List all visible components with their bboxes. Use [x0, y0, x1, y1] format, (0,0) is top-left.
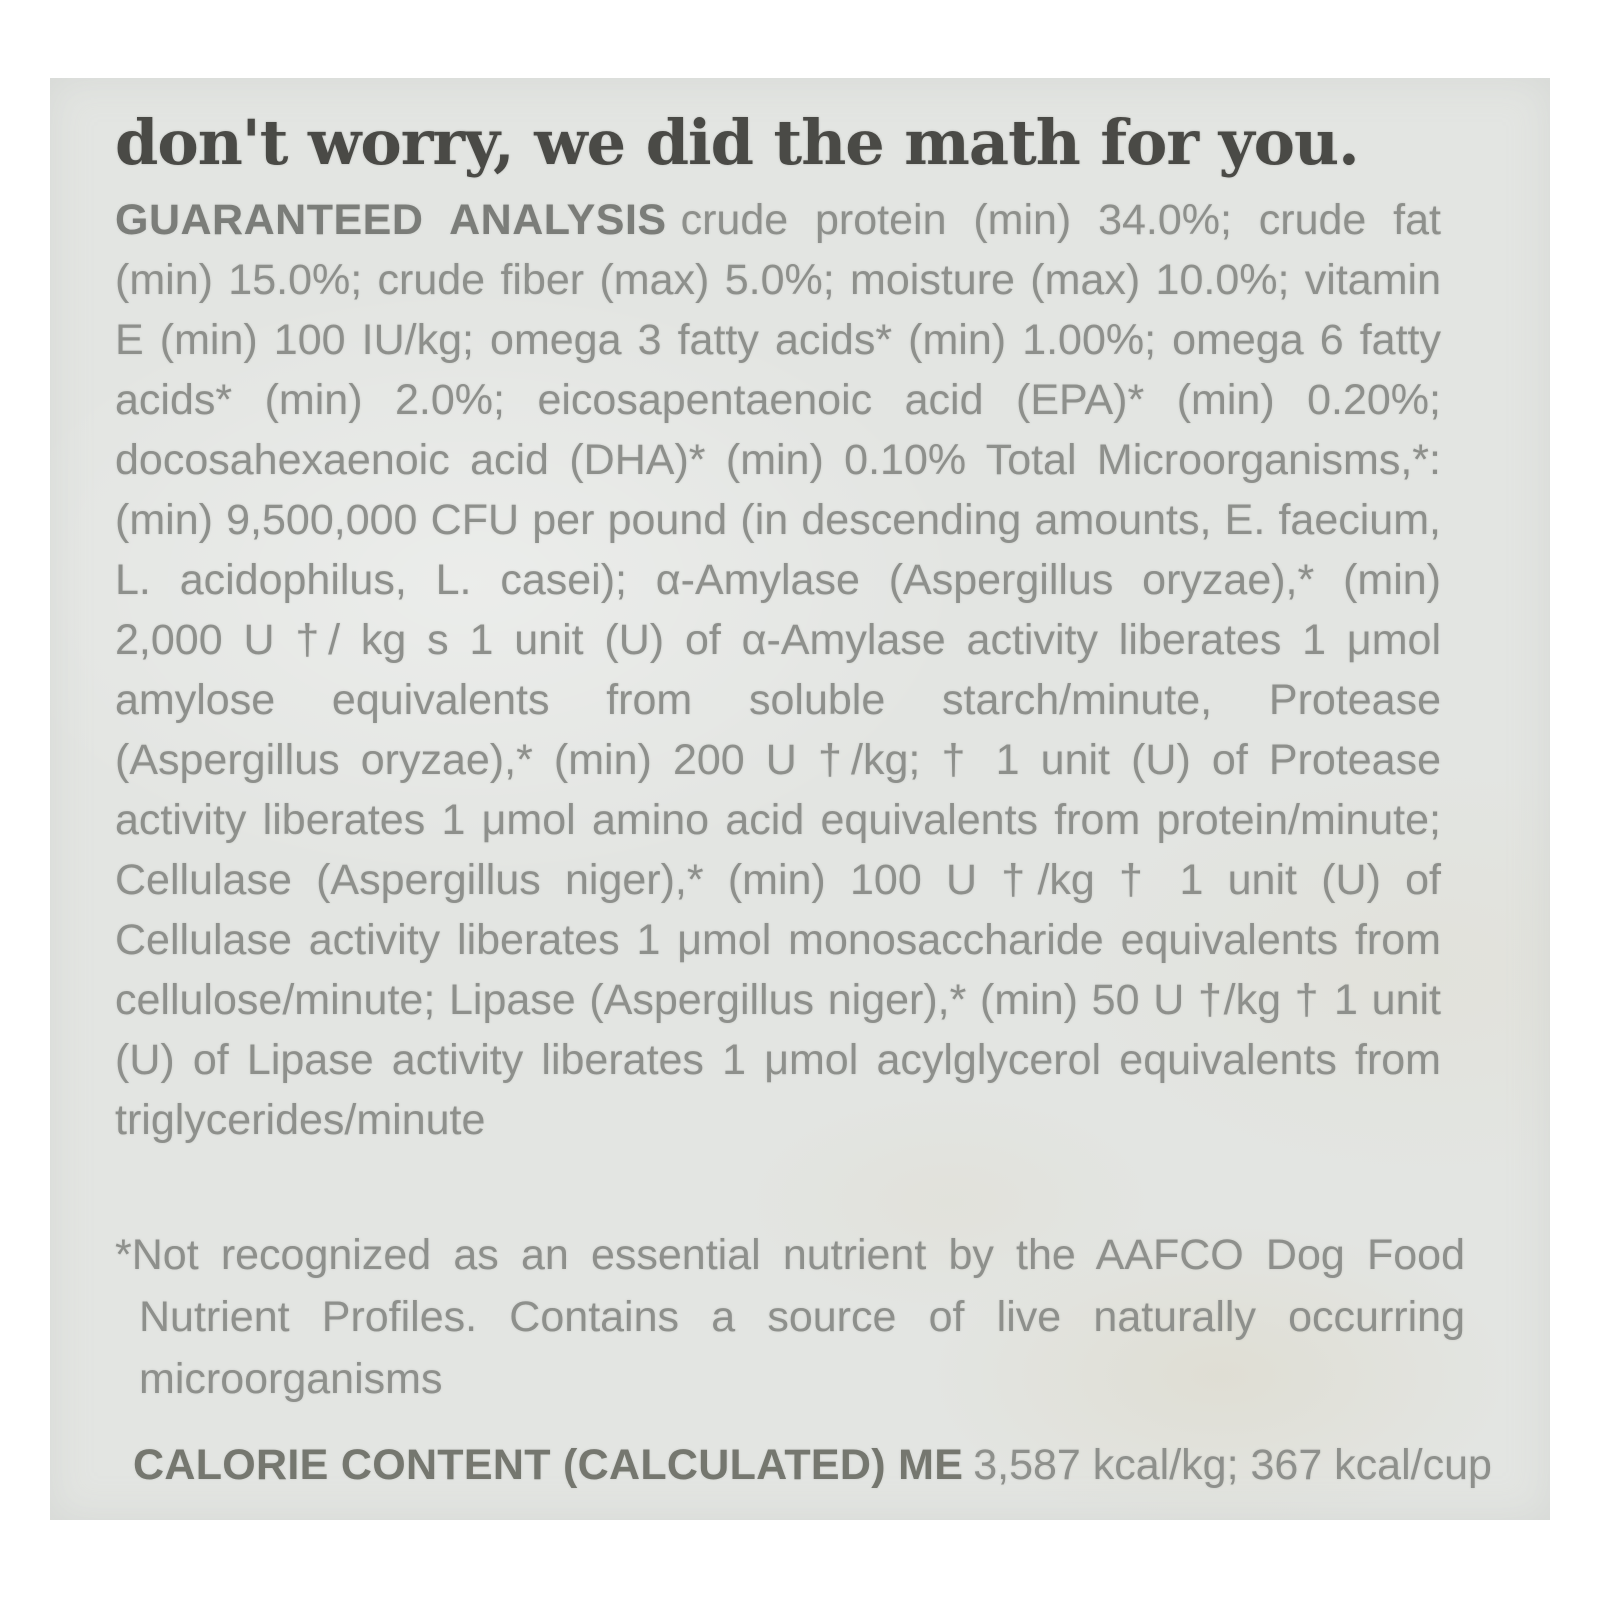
pet-food-label-photo	[50, 78, 1550, 1520]
calorie-content-heading: CALORIE CONTENT (CALCULATED) ME	[133, 1441, 964, 1489]
guaranteed-analysis-paragraph	[115, 190, 1441, 1150]
guaranteed-analysis-text: crude protein (min) 34.0%; crude fat (min) 15.0%; crude fiber (max) 5.0%; moisture (max) 10.0%; vitamin E (min) 100 IU/kg; omega 3 fatty acids* (min) 1.00%; omega 6 fatty acids* (min) 2.0%; eicosapentaenoic acid (EPA)* (min) 0.20%; docosahexaenoic acid (DHA)* (min) 0.10% Total Microorganisms,*: (min) 9,500,000 CFU per pound (in descending amounts, E. faecium, L. acidophilus, L. casei); α-Amylase (Aspergillus oryzae),* (min) 2,000 U †/ kg s 1 unit (U) of α-Amylase activity liberates 1 μmol amylose equivalents from soluble starch/minute, Protease (Aspergillus oryzae),* (min) 200 U †/kg; † 1 unit (U) of Protease activity liberates 1 μmol amino acid equivalents from protein/minute; Cellulase (Aspergillus niger),* (min) 100 U †/kg † 1 unit (U) of Cellulase activity liberates 1 μmol monosaccharide equivalents from cellulose/minute; Lipase (Aspergillus niger),* (min) 50 U †/kg † 1 unit (U) of Lipase activity liberates 1 μmol acylglycerol equivalents from triglycerides/minute	[115, 196, 1441, 1144]
label-text-area	[115, 78, 1492, 1520]
calorie-content-line	[133, 1436, 1492, 1494]
guaranteed-analysis-heading: GUARANTEED ANALYSIS	[115, 196, 667, 244]
calorie-content-value: 3,587 kcal/kg; 367 kcal/cup	[973, 1441, 1492, 1489]
panel-title: don't worry, we did the math for you.	[115, 106, 1359, 179]
aafco-footnote: *Not recognized as an essential nutrient by the AAFCO Dog Food Nutrient Profiles. Contains a source of live naturally occurring microorganisms	[115, 1231, 1465, 1403]
